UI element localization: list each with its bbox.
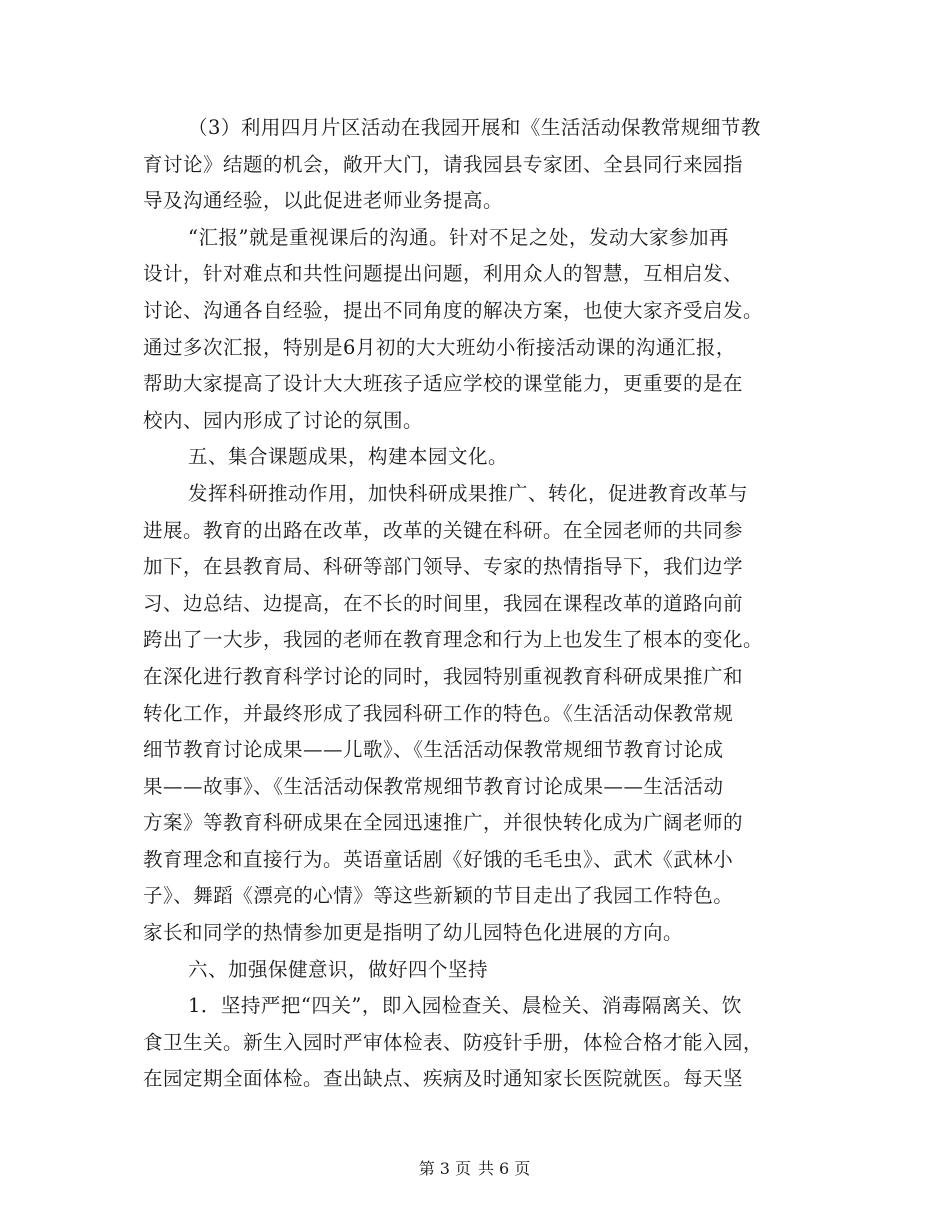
paragraph-research xyxy=(143,476,807,952)
text-line: 在园定期全面体检。查出缺点、疾病及时通知家长医院就医。每天坚 xyxy=(143,1067,744,1091)
section-heading-6 xyxy=(143,952,807,989)
paragraph-four-checks xyxy=(143,988,807,1098)
text-line: 果——故事》、《生活活动保教常规细节教育讨论成果——生活活动 xyxy=(143,774,724,798)
text-line: 方案》等教育科研成果在全园迅速推广，并很快转化成为广阔老师的 xyxy=(143,811,744,835)
text-line: 转化工作，并最终形成了我园科研工作的特色。《生活活动保教常规 xyxy=(143,701,734,725)
text-line: 1．坚持严把“四关”，即入园检查关、晨检关、消毒隔离关、饮 xyxy=(188,994,742,1018)
text-line: 导及沟通经验，以此促进老师业务提高。 xyxy=(143,189,504,213)
text-line: 跨出了一大步，我园的老师在教育理念和行为上也发生了根本的变化。 xyxy=(143,628,764,652)
text-line: 育讨论》结题的机会，敞开大门，请我园县专家团、全县同行来园指 xyxy=(143,152,744,176)
text-line: 家长和同学的热情参加更是指明了幼儿园特色化进展的方向。 xyxy=(143,921,684,945)
text-line: 子》、舞蹈《漂亮的心情》等这些新颖的节目走出了我园工作特色。 xyxy=(143,884,734,908)
text-line: 教育理念和直接行为。英语童话剧《好饿的毛毛虫》、武术《武林小 xyxy=(143,847,734,871)
text-line: 细节教育讨论成果——儿歌》、《生活活动保教常规细节教育讨论成 xyxy=(143,738,724,762)
text-line: “汇报”就是重视课后的沟通。针对不足之处，发动大家参加再 xyxy=(188,225,729,249)
paragraph-3-meeting xyxy=(143,110,807,220)
text-line: 在深化进行教育科学讨论的同时，我园特别重视教育科研成果推广和 xyxy=(143,664,744,688)
page-number-footer xyxy=(0,1156,950,1179)
text-line: 通过多次汇报，特别是6月初的大大班幼小衔接活动课的沟通汇报， xyxy=(143,335,736,359)
heading-line: 五、集合课题成果，构建本园文化。 xyxy=(188,445,509,469)
current-page-number: 3 xyxy=(439,1159,451,1178)
text-line: 帮助大家提高了设计大大班孩子适应学校的课堂能力，更重要的是在 xyxy=(143,372,744,396)
page-label-suffix: 页 xyxy=(514,1159,532,1178)
text-line: 加下，在县教育局、科研等部门领导、专家的热情指导下，我们边学 xyxy=(143,555,744,579)
text-line: 食卫生关。新生入园时严审体检表、防疫针手册，体检合格才能入园， xyxy=(143,1030,764,1054)
section-heading-5 xyxy=(143,439,807,476)
paragraph-report xyxy=(143,220,807,440)
text-line: 发挥科研推动作用，加快科研成果推广、转化，促进教育改革与 xyxy=(188,481,749,505)
document-body xyxy=(143,110,807,1098)
text-line: （3）利用四月片区活动在我园开展和《生活活动保教常规细节教 xyxy=(188,116,761,139)
text-line: 讨论、沟通各自经验，提出不同角度的解决方案，也使大家齐受启发。 xyxy=(143,298,764,322)
page-label-mid: 页 共 xyxy=(454,1159,496,1178)
total-pages-number: 6 xyxy=(499,1159,511,1178)
page-label-prefix: 第 xyxy=(418,1159,436,1178)
text-line: 校内、园内形成了讨论的氛围。 xyxy=(143,408,424,432)
text-line: 进展。教育的出路在改革，改革的关键在科研。在全园老师的共同参 xyxy=(143,518,744,542)
text-line: 设计，针对难点和共性问题提出问题，利用众人的智慧，互相启发、 xyxy=(143,262,744,286)
heading-line: 六、加强保健意识，做好四个坚持 xyxy=(188,957,489,981)
text-line: 习、边总结、边提高，在不长的时间里，我园在课程改革的道路向前 xyxy=(143,591,744,615)
